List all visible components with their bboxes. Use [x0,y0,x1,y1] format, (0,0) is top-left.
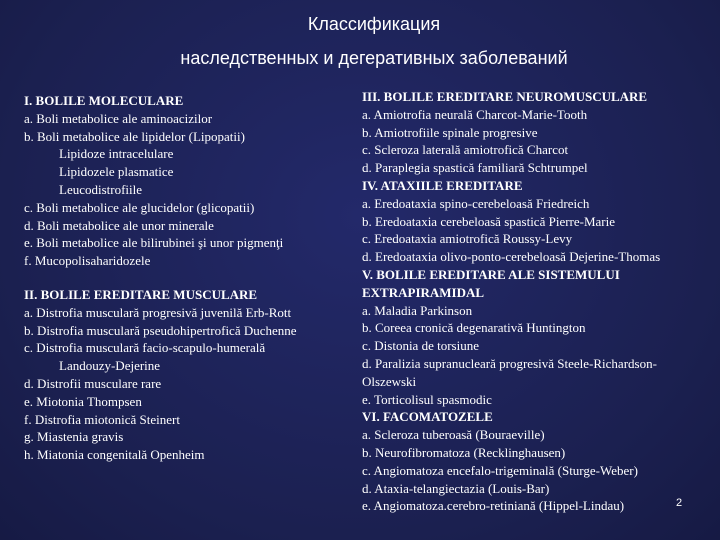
list-item: b. Eredoataxia cerebeloasă spastică Pierre-Marie [362,213,616,229]
list-item: a. Distrofia musculară progresivă juvenilă Erb-Rott [24,304,292,320]
list-item: f. Distrofia miotonică Steinert [24,411,180,427]
list-item-continuation: Landouzy-Dejerine [59,358,161,374]
list-subitem: Lipidozele plasmatice [59,164,174,180]
list-subitem: Lipidoze intracelulare [59,146,174,162]
list-item: d. Eredoataxia olivo-ponto-cerebeloasă Dejerine-Thomas [362,249,661,265]
list-item: b. Coreea cronică degenarativă Huntington [362,320,586,336]
section-heading-neuromuscular: III. BOLILE EREDITARE NEUROMUSCULARE [362,89,648,104]
list-item: e. Torticolisul spasmodic [362,391,492,407]
section-heading-extrapyramidal: V. BOLILE EREDITARE ALE SISTEMULUI [362,266,620,282]
list-item: a. Scleroza tuberoasă (Bouraeville) [362,427,545,443]
slide-title-line-1: Классификация [307,14,441,34]
page-number: 2 [676,497,683,509]
list-item: g. Miastenia gravis [24,429,124,445]
list-item: a. Boli metabolice ale aminoacizilor [24,110,213,126]
list-item: c. Boli metabolice ale glucidelor (glicopatii) [24,199,255,215]
slide-title-line-2: наследственных и дегеративных заболеваний [180,48,568,68]
section-heading-molecular: I. BOLILE MOLECULARE [24,93,184,108]
right-column [362,88,712,515]
list-subitem: Leucodistrofiile [59,181,143,197]
section-spacer [24,270,344,286]
list-item: d. Distrofii musculare rare [24,375,162,391]
list-item: d. Ataxia-telangiectazia (Louis-Bar) [362,480,550,496]
left-column [24,92,344,464]
list-item: c. Scleroza laterală amiotrofică Charcot [362,142,569,158]
list-item: a. Amiotrofia neurală Charcot-Marie-Tooth [362,106,588,122]
list-item: f. Mucopolisaharidozele [24,253,151,269]
list-item: d. Boli metabolice ale unor minerale [24,217,214,233]
list-item: h. Miatonia congenitală Openheim [24,447,205,463]
list-item: d. Paralizia supranucleară progresivă Steele-Richardson- [362,355,657,371]
list-item: b. Amiotrofiile spinale progresive [362,124,538,140]
list-item: b. Distrofia musculară pseudohipertrofică Duchenne [24,322,297,338]
section-heading-phakomatoses: VI. FACOMATOZELE [362,409,493,425]
list-item: c. Eredoataxia amiotrofică Roussy-Levy [362,231,573,247]
list-item-continuation: Olszewski [362,373,417,389]
list-item: c. Angiomatoza encefalo-trigeminală (Sturge-Weber) [362,462,638,478]
list-item: a. Maladia Parkinson [362,302,473,318]
list-item: c. Distonia de torsiune [362,338,479,354]
section-heading-ataxia: IV. ATAXIILE EREDITARE [362,177,523,193]
list-item: e. Angiomatoza.cerebro-retiniană (Hippel-Lindau) [362,498,625,514]
list-item: c. Distrofia musculară facio-scapulo-humerală [24,340,266,356]
list-item: b. Neurofibromatoza (Recklinghausen) [362,444,566,460]
list-item: a. Eredoataxia spino-cerebeloasă Friedreich [362,195,590,211]
list-item: e. Miotonia Thompsen [24,393,142,409]
list-item: e. Boli metabolice ale bilirubinei şi unor pigmenţi [24,235,284,251]
list-item: d. Paraplegia spastică familiară Schtrumpel [362,160,588,176]
list-item: b. Boli metabolice ale lipidelor (Lipopatii) [24,128,245,144]
section-heading-extrapyramidal-cont: EXTRAPIRAMIDAL [362,284,485,300]
section-heading-muscular: II. BOLILE EREDITARE MUSCULARE [24,286,258,302]
